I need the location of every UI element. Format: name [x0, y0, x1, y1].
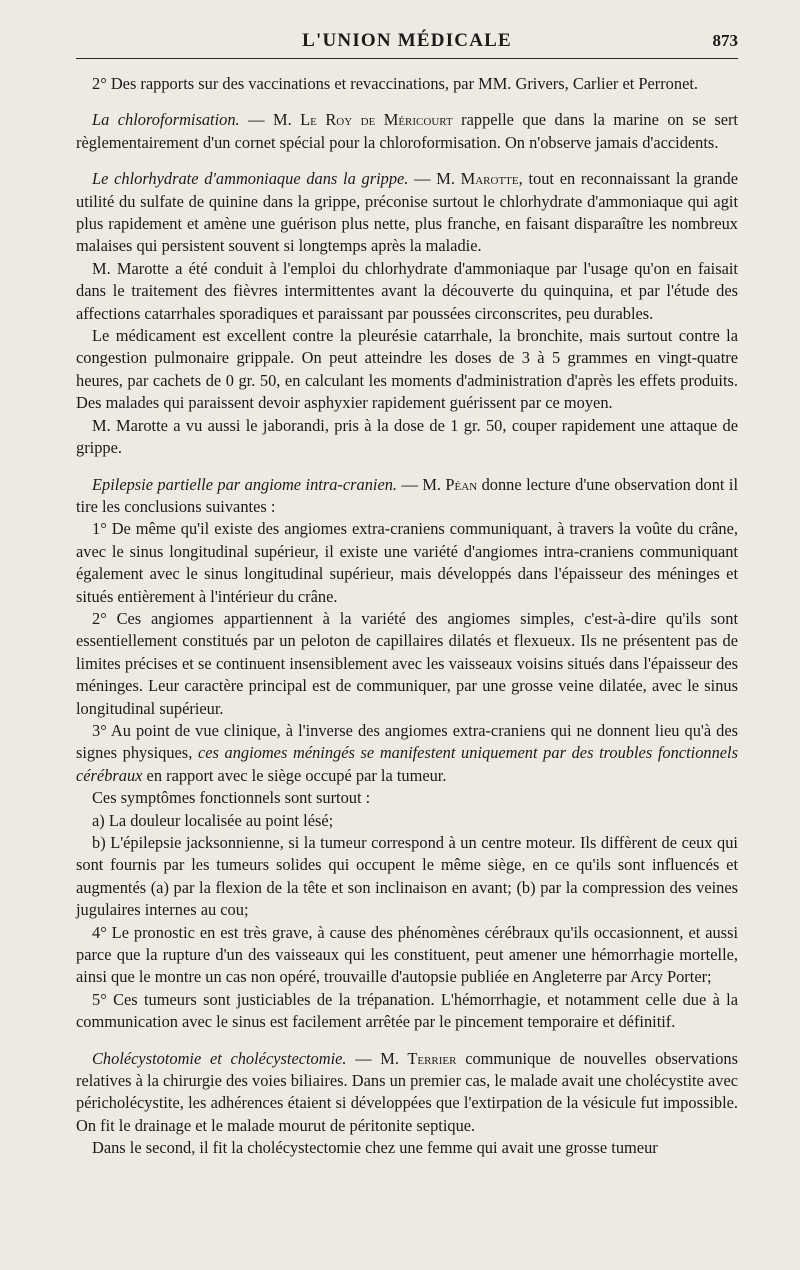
conclusion-3: [76, 720, 738, 787]
paragraph-text: communique de nouvelles observations relatives à la chirurgie des voies biliaires. Dans un premier cas, le malade avait une cholécystite avec péricholécystite, les adhérences étaient si développées que l'extirpation de la vésicule fut impossible. On fit le drainage et le malade mourut de péritonite septique.: [76, 1048, 738, 1135]
speaker-name: M. Péan: [422, 474, 478, 494]
paragraph-text: Ces symptômes fonctionnels sont surtout :: [92, 788, 371, 808]
paragraph-report-item: 2° Des rapports sur des vaccinations et revaccinations, par MM. Grivers, Carlier et Perronet.: [92, 74, 698, 93]
paragraph-text: en rapport avec le siège occupé par la tumeur.: [142, 765, 447, 785]
body-text: [76, 73, 738, 1160]
paragraph-text: Dans le second, il fit la cholécystectomie chez une femme qui avait une grosse tumeur: [92, 1138, 658, 1158]
paragraph-text: 3° Au point de vue clinique, à l'inverse des angiomes extra-craniens qui ne donnent lieu qu'à des signes physiques,: [76, 720, 738, 763]
section-title: Epilepsie partielle par angiome intra-cranien.: [92, 474, 398, 494]
section-title: La chloroformisation.: [92, 110, 240, 130]
dash: —: [397, 474, 423, 494]
conclusion-5: 5° Ces tumeurs sont justiciables de la trépanation. L'hémorrhagie, et notamment celle due à la communication avec le sinus est facilement arrêtée par le pincement temporaire et définitif.: [76, 989, 738, 1032]
section-title: Cholécystotomie et cholécystectomie.: [92, 1048, 347, 1068]
journal-title: L'UNION MÉDICALE: [302, 30, 512, 51]
conclusion-4: 4° Le pronostic en est très grave, à cause des phénomènes cérébraux qu'ils occasionnent, et aussi parce que la rupture d'un des vaisseaux qui les constituent, peut amener une hémorrhagie mortelle, ainsi que le montre un cas non opéré, trouvaille d'autopsie publiée en Angleterre par Arcy Porter;: [76, 922, 738, 987]
paragraph-epilepsie: [76, 474, 738, 519]
page-number: 873: [712, 31, 738, 50]
emphasis-text: ces angiomes méningés se manifestent uniquement par des troubles fonctionnels cérébraux: [76, 743, 738, 785]
paragraph-chloroformisation: [76, 109, 738, 154]
speaker-name: M. Le Roy de Méricourt: [273, 110, 453, 130]
paragraph-chlorhydrate: [76, 168, 738, 258]
dash: —: [408, 169, 437, 189]
dash: —: [239, 110, 273, 130]
speaker-name: M. Marotte: [436, 169, 519, 189]
paragraph-cholecystotomie: [76, 1048, 738, 1138]
paragraph-text: M. Marotte a vu aussi le jaborandi, pris à la dose de 1 gr. 50, couper rapidement une attaque de grippe.: [76, 415, 738, 458]
running-header: [76, 28, 738, 59]
paragraph-text: Le médicament est excellent contre la pleurésie catarrhale, la bronchite, mais surtout contre la congestion pulmonaire grippale. On peut atteindre les doses de 3 à 5 grammes en vingt-quatre heures, par cachets de 0 gr. 50, en calculant les moments d'administration d'après les effets produits. Des malades qui paraissent devoir asphyxier rapidement guérissent par ce moyen.: [76, 326, 738, 413]
conclusion-2: 2° Ces angiomes appartiennent à la variété des angiomes simples, c'est-à-dire qu'ils sont essentiellement constitués par un peloton de capillaires dilatés et flexueux. Ils ne présentent pas de limites précises et se continuent insensiblement avec les vaisseaux voisins situés dans l'épaisseur des méninges. Leur caractère principal est de communiquer, par une grosse veine dilatée, avec le sinus longitudinal supérieur.: [76, 608, 738, 718]
section-title: Le chlorhydrate d'ammoniaque dans la grippe.: [92, 169, 409, 189]
paragraph-text: rappelle que dans la marine on se sert règlementairement d'un cornet spécial pour la chloroformisation. On n'observe jamais d'accidents.: [76, 110, 738, 152]
dash: —: [346, 1048, 381, 1068]
paragraph-text: , tout en reconnaissant la grande utilité du sulfate de quinine dans la grippe, préconise surtout le chlorhydrate d'ammoniaque qui agit plus rapidement et amène une guérison plus nette, plus franche, en faisant disparaître les nombreux malaises qui persistent souvent si longtemps après la maladie.: [76, 169, 738, 256]
speaker-name: M. Terrier: [380, 1048, 457, 1068]
conclusion-1: 1° De même qu'il existe des angiomes extra-craniens communiquant, à travers la voûte du crâne, avec le sinus longitudinal supérieur, il existe une variété d'angiomes intra-craniens communiquant également avec le sinus longitudinal supérieur, mais développés dans l'épaisseur des méninges et situés entièrement à l'intérieur du crâne.: [76, 519, 738, 606]
paragraph-text: M. Marotte a été conduit à l'emploi du chlorhydrate d'ammoniaque par l'usage qu'on en faisait dans le traitement des fièvres intermittentes avant la découverte du quinquina, et par l'étude des affections catarrhales sporadiques et paraissant par poussées circonscrites, peu durables.: [76, 258, 738, 323]
list-item-b: b) L'épilepsie jacksonnienne, si la tumeur correspond à un centre moteur. Ils diffèrent de ceux qui sont fournis par les tumeurs solides qui occupent le même siège, en ce qu'ils sont influencés et augmentés (a) par la flexion de la tête et son inclinaison en avant; (b) par la compression des veines jugulaires internes au cou;: [76, 833, 738, 920]
list-item-a: a) La douleur localisée au point lésé;: [92, 810, 334, 830]
paragraph-text: donne lecture d'une observation dont il tire les conclusions suivantes :: [76, 474, 738, 516]
